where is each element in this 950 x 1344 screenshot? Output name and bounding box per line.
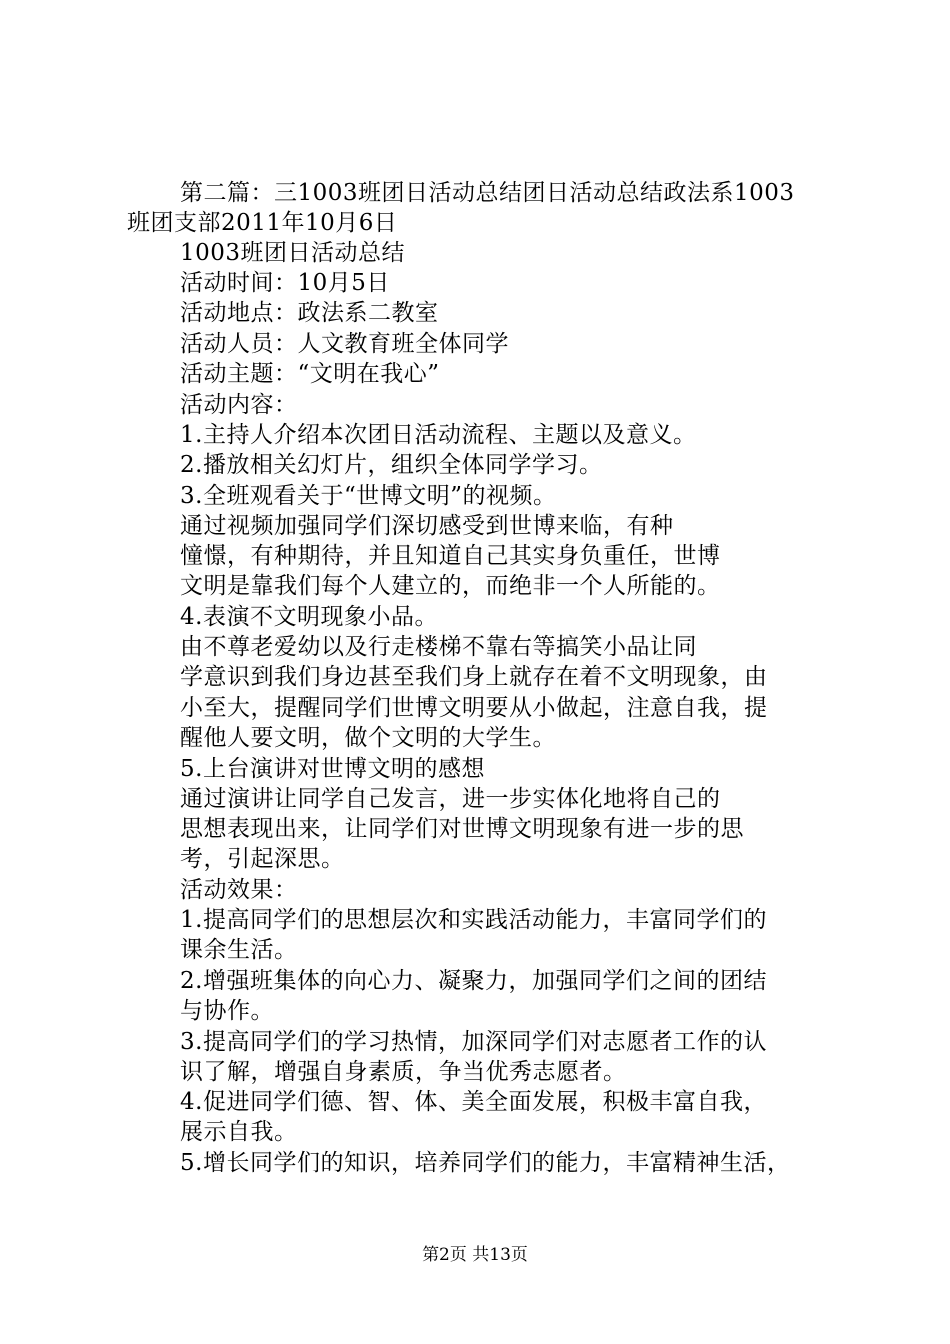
list-item: 2.播放相关幻灯片，组织全体同学学习。 <box>180 452 603 478</box>
body-line: 文明是靠我们每个人建立的，而绝非一个人所能的。 <box>180 573 721 599</box>
body-line: 活动时间：10月5日 <box>180 270 390 296</box>
body-line: 第二篇：三1003班团日活动总结团日活动总结政法系1003 <box>180 180 795 206</box>
list-item: 3.提高同学们的学习热情，加深同学们对志愿者工作的认 <box>180 1029 767 1055</box>
body-line: 学意识到我们身边甚至我们身上就存在着不文明现象，由 <box>180 664 768 690</box>
list-item: 2.增强班集体的向心力、凝聚力，加强同学们之间的团结 <box>180 968 767 994</box>
page-footer: 第2页 共13页 <box>422 1245 528 1265</box>
body-line: 考，引起深思。 <box>180 846 345 872</box>
body-line: 思想表现出来，让同学们对世博文明现象有进一步的思 <box>180 816 744 842</box>
body-line: 与协作。 <box>180 998 274 1024</box>
body-line: 展示自我。 <box>180 1119 298 1145</box>
list-item: 1.主持人介绍本次团日活动流程、主题以及意义。 <box>180 422 697 448</box>
section-heading: 活动效果： <box>180 877 298 903</box>
body-line: 活动地点：政法系二教室 <box>180 300 439 326</box>
body-line: 醒他人要文明，做个文明的大学生。 <box>180 725 556 751</box>
body-line: 憧憬，有种期待，并且知道自己其实身负重任，世博 <box>180 543 721 569</box>
body-line: 由不尊老爱幼以及行走楼梯不靠右等搞笑小品让同 <box>180 634 697 660</box>
list-item: 5.上台演讲对世博文明的感想 <box>180 756 485 782</box>
list-item: 4.促进同学们德、智、体、美全面发展，积极丰富自我， <box>180 1089 767 1115</box>
list-item: 1.提高同学们的思想层次和实践活动能力，丰富同学们的 <box>180 907 767 933</box>
list-item: 5.增长同学们的知识，培养同学们的能力，丰富精神生活， <box>180 1150 791 1176</box>
body-line: 班团支部2011年10月6日 <box>127 210 398 236</box>
body-line: 小至大，提醒同学们世博文明要从小做起，注意自我，提 <box>180 695 768 721</box>
body-line: 活动人员：人文教育班全体同学 <box>180 331 509 357</box>
list-item: 4.表演不文明现象小品。 <box>180 604 438 630</box>
body-line: 通过演讲让同学自己发言，进一步实体化地将自己的 <box>180 786 721 812</box>
body-line: 识了解，增强自身素质，争当优秀志愿者。 <box>180 1059 627 1085</box>
body-line: 通过视频加强同学们深切感受到世博来临，有种 <box>180 513 674 539</box>
body-line: 课余生活。 <box>180 937 298 963</box>
body-line: 1003班团日活动总结 <box>180 240 406 266</box>
list-item: 3.全班观看关于“世博文明”的视频。 <box>180 483 557 509</box>
body-line: 活动主题：“文明在我心” <box>180 361 440 387</box>
section-heading: 活动内容： <box>180 392 298 418</box>
